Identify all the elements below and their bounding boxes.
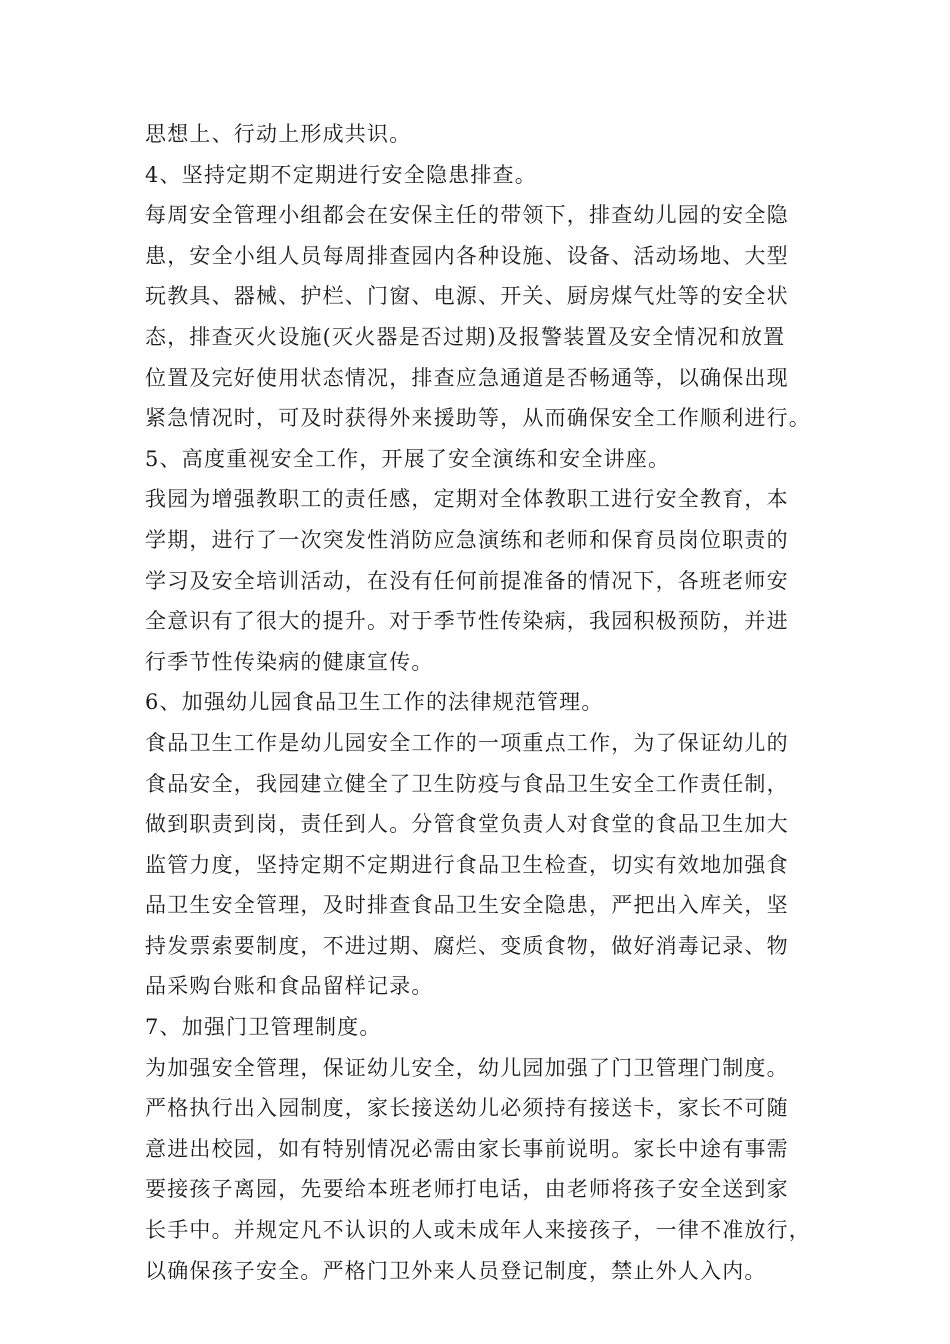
text-line: 每周安全管理小组都会在安保主任的带领下，排查幼儿园的安全隐 bbox=[145, 203, 789, 228]
text-line: 食品卫生工作是幼儿园安全工作的一项重点工作，为了保证幼儿的 bbox=[145, 730, 789, 755]
text-line: 我园为增强教职工的责任感，定期对全体教职工进行安全教育，本 bbox=[145, 487, 789, 512]
text-line: 以确保孩子安全。严格门卫外来人员登记制度，禁止外人入内。 bbox=[145, 1258, 767, 1283]
section-heading-6: 6、加强幼儿园食品卫生工作的法律规范管理。 bbox=[145, 690, 604, 715]
text-line: 严格执行出入园制度，家长接送幼儿必须持有接送卡，家长不可随 bbox=[145, 1096, 789, 1121]
text-line: 学习及安全培训活动，在没有任何前提准备的情况下，各班老师安 bbox=[145, 568, 789, 593]
text-line: 监管力度，坚持定期不定期进行食品卫生检查，切实有效地加强食 bbox=[145, 852, 789, 877]
text-line: 长手中。并规定凡不认识的人或未成年人来接孩子，一律不准放行， bbox=[145, 1218, 811, 1243]
document-body bbox=[145, 114, 815, 1291]
text-line: 态，排查灭火设施(灭火器是否过期)及报警装置及安全情况和放置 bbox=[145, 324, 786, 349]
text-line: 意进出校园，如有特别情况必需由家长事前说明。家长中途有事需 bbox=[145, 1136, 789, 1161]
text-line: 患，安全小组人员每周排查园内各种设施、设备、活动场地、大型 bbox=[145, 243, 789, 268]
text-line: 品采购台账和食品留样记录。 bbox=[145, 974, 434, 999]
text-line: 为加强安全管理，保证幼儿安全，幼儿园加强了门卫管理门制度。 bbox=[145, 1055, 789, 1080]
text-line: 行季节性传染病的健康宣传。 bbox=[145, 649, 434, 674]
text-line: 全意识有了很大的提升。对于季节性传染病，我园积极预防，并进 bbox=[145, 609, 789, 634]
text-line: 品卫生安全管理，及时排查食品卫生安全隐患，严把出入库关，坚 bbox=[145, 893, 789, 918]
section-heading-7: 7、加强门卫管理制度。 bbox=[145, 1015, 382, 1040]
text-line: 紧急情况时，可及时获得外来援助等，从而确保安全工作顺利进行。 bbox=[145, 406, 811, 431]
text-line: 食品安全，我园建立健全了卫生防疫与食品卫生安全工作责任制， bbox=[145, 771, 789, 796]
section-heading-5: 5、高度重视安全工作，开展了安全演练和安全讲座。 bbox=[145, 446, 671, 471]
text-line: 做到职责到岗，责任到人。分管食堂负责人对食堂的食品卫生加大 bbox=[145, 812, 789, 837]
text-line: 要接孩子离园，先要给本班老师打电话，由老师将孩子安全送到家 bbox=[145, 1177, 789, 1202]
text-line: 玩教具、器械、护栏、门窗、电源、开关、厨房煤气灶等的安全状 bbox=[145, 284, 789, 309]
section-heading-4: 4、坚持定期不定期进行安全隐患排查。 bbox=[145, 162, 537, 187]
text-line: 持发票索要制度，不进过期、腐烂、变质食物，做好消毒记录、物 bbox=[145, 933, 789, 958]
text-line: 位置及完好使用状态情况，排查应急通道是否畅通等，以确保出现 bbox=[145, 365, 789, 390]
text-line: 学期，进行了一次突发性消防应急演练和老师和保育员岗位职责的 bbox=[145, 527, 789, 552]
text-line: 思想上、行动上形成共识。 bbox=[145, 122, 412, 146]
